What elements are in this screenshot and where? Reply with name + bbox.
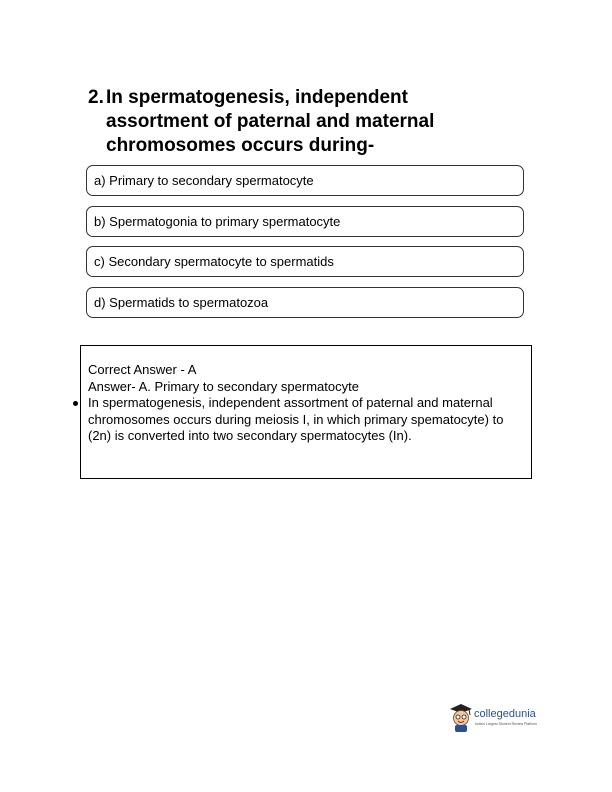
option-c[interactable]: c) Secondary spermatocyte to spermatids	[86, 246, 524, 277]
option-d[interactable]: d) Spermatids to spermatozoa	[86, 287, 524, 318]
graduate-mascot-icon	[449, 702, 473, 732]
answer-box	[80, 345, 532, 479]
question-text: In spermatogenesis, independent assortment of paternal and maternal chromosomes occurs during-	[106, 87, 435, 156]
bullet-icon	[73, 401, 78, 406]
option-b[interactable]: b) Spermatogonia to primary spermatocyte	[86, 206, 524, 237]
question	[88, 86, 488, 158]
answer-line: Answer- A. Primary to secondary spermatocyte	[88, 378, 359, 394]
logo-name: collegedunia	[474, 708, 536, 720]
option-a[interactable]: a) Primary to secondary spermatocyte	[86, 165, 524, 196]
correct-answer: Correct Answer - A	[88, 362, 197, 377]
answer-explanation: In spermatogenesis, independent assortment of paternal and maternal chromosomes occurs during meiosis I, in which primary spematocyte) to (2n) is converted into two secondary spermatocytes (In).	[88, 395, 504, 443]
question-number: 2.	[88, 87, 104, 108]
collegedunia-logo	[449, 702, 559, 738]
logo-tagline: India's Largest Student Review Platform	[475, 722, 538, 726]
